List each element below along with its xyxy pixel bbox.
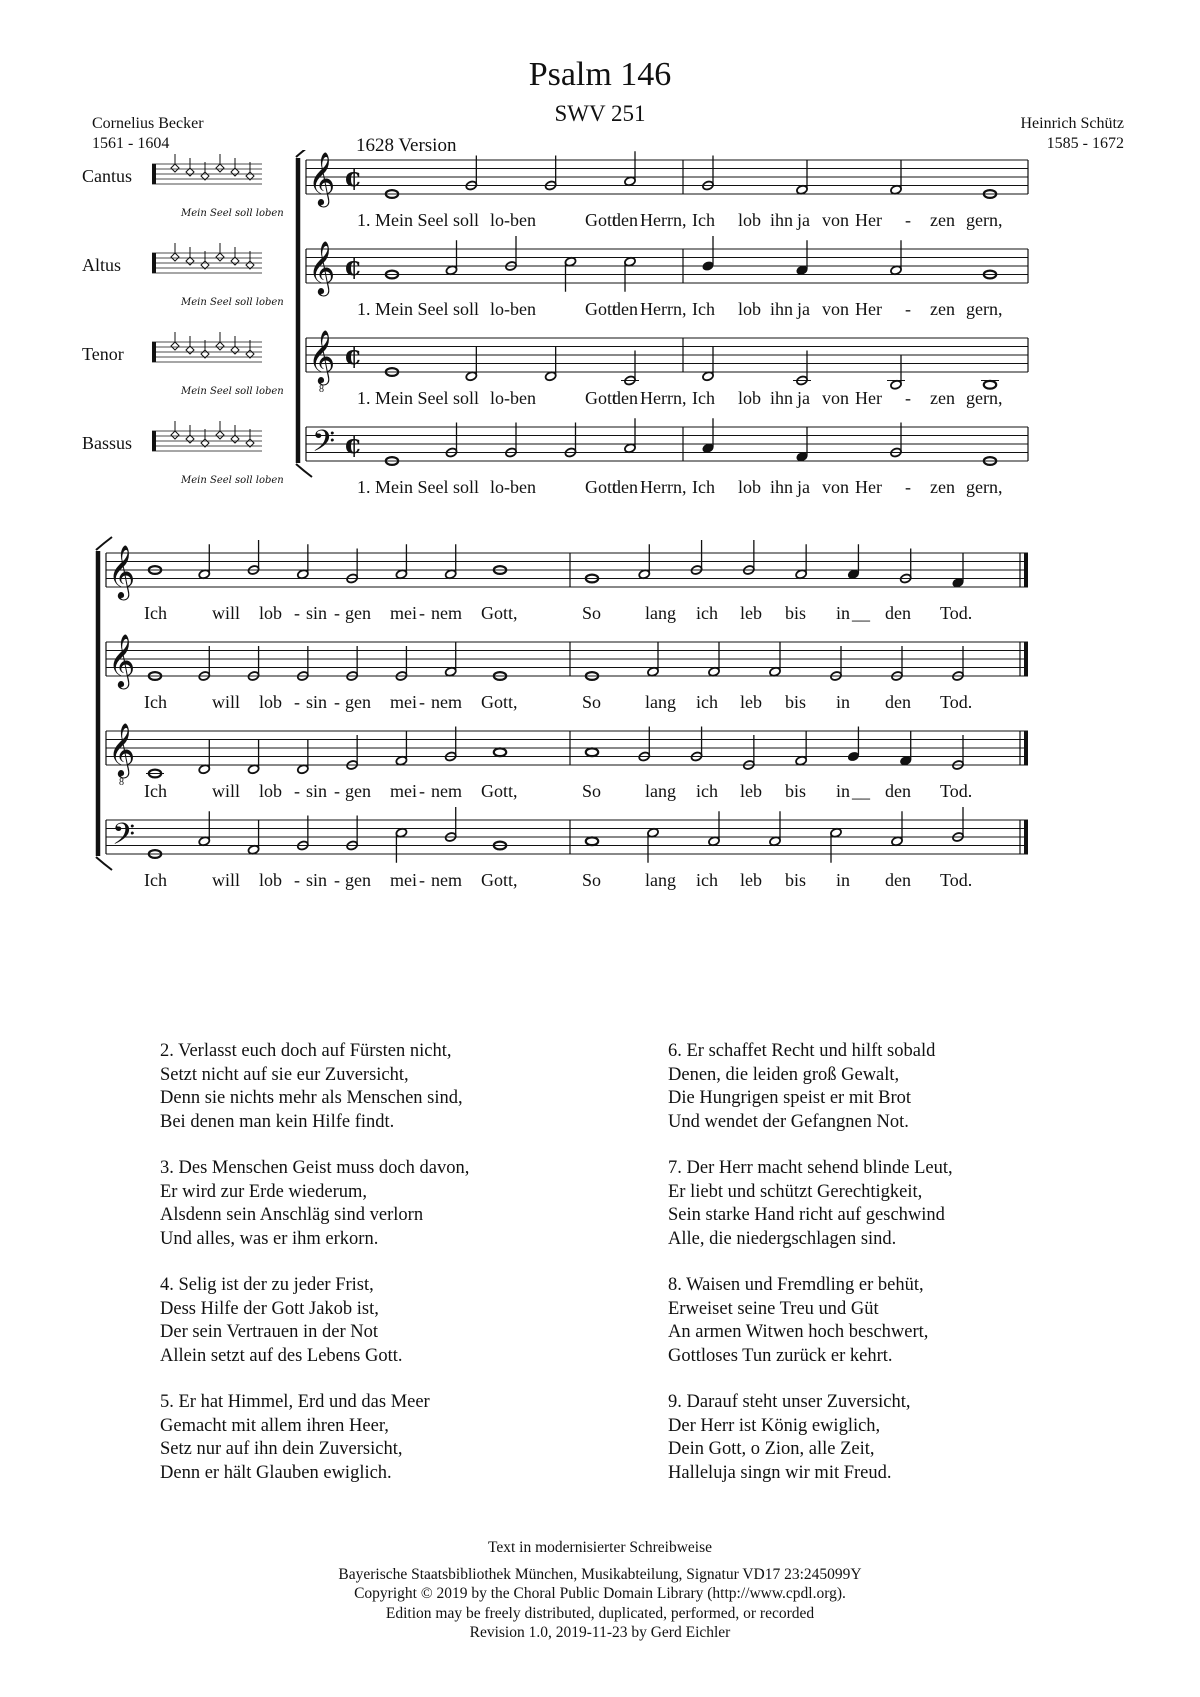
- lyric-syllable: den: [612, 388, 638, 408]
- verse-line: 3. Des Menschen Geist muss doch davon,: [160, 1158, 470, 1178]
- cut-time-icon: ¢: [344, 341, 363, 371]
- quarter-note: [796, 451, 808, 462]
- lyric-syllable: bis: [785, 781, 807, 801]
- verse-line: 4. Selig ist der zu jeder Frist,: [160, 1275, 374, 1295]
- half-note: [247, 764, 259, 775]
- lyric-syllable: von: [822, 388, 849, 408]
- lyric-syllable: Tod.: [940, 870, 973, 890]
- verse-line: Gottloses Tun zurück er kehrt.: [668, 1345, 893, 1366]
- half-note: [890, 379, 902, 390]
- lyric-syllable: Gott: [585, 477, 618, 497]
- lyric-syllable: So: [582, 781, 602, 801]
- lyric-syllable: in: [836, 603, 851, 623]
- half-note: [796, 184, 808, 195]
- lyric-syllable: __: [852, 603, 870, 623]
- lyric-syllable: Gott,: [481, 692, 518, 712]
- verse-stanza: [160, 1274, 600, 1368]
- verse-line: Der sein Vertrauen in der Not: [160, 1322, 378, 1342]
- lyric-syllable: sin: [306, 870, 328, 890]
- lyric-syllable: leb: [740, 870, 762, 890]
- incipit-staff: [152, 154, 262, 184]
- lyric-syllable: ich: [696, 781, 718, 801]
- lyric-syllable: lob: [259, 870, 283, 890]
- half-note: [708, 666, 720, 677]
- lyric-syllable: bis: [785, 692, 807, 712]
- lyric-syllable: den: [885, 692, 911, 712]
- cut-time-icon: ¢: [344, 252, 363, 282]
- lyric-syllable: Ich: [144, 870, 167, 890]
- lyric-syllable: gen: [345, 603, 371, 623]
- lyric-syllable: lob: [738, 388, 762, 408]
- lyric-syllable: -: [294, 692, 300, 712]
- lyric-syllable: Gott: [585, 210, 618, 230]
- treble-clef-icon: 𝄞: [108, 544, 136, 598]
- poet-credit: [92, 114, 204, 154]
- verse-line: Die Hungrigen speist er mit Brot: [668, 1088, 912, 1108]
- catalog-number: SWV 251: [554, 101, 646, 126]
- lyric-syllable: lo-ben: [490, 210, 536, 230]
- half-note: [297, 569, 309, 580]
- lyric-syllable: leb: [740, 781, 762, 801]
- lyric-syllable: mei: [390, 603, 417, 623]
- voice-name: Bassus: [82, 433, 133, 453]
- lyric-syllable: ja: [797, 388, 810, 408]
- page-title: Psalm 146: [528, 56, 672, 93]
- half-note: [769, 666, 781, 677]
- incipit-staff: [152, 332, 262, 362]
- lyric-syllable: -: [419, 781, 425, 801]
- half-note: [395, 827, 407, 838]
- lyric-syllable: -: [294, 781, 300, 801]
- lyric-syllable: Ich: [692, 477, 715, 497]
- half-note: [647, 666, 659, 677]
- lyric-syllable: __: [852, 781, 870, 801]
- incipit-staff: [152, 421, 262, 451]
- verse-line: Setz nur auf ihn dein Zuversicht,: [160, 1439, 403, 1459]
- footer-note: Text in modernisierter Schreibweise: [487, 1539, 713, 1556]
- score-system: [296, 150, 1028, 497]
- half-note: [702, 371, 714, 382]
- composer-credit: [1020, 114, 1124, 154]
- lyric-syllable: den: [885, 870, 911, 890]
- lyric-syllable: Gott,: [481, 781, 518, 801]
- lyric-syllable: von: [822, 299, 849, 319]
- lyric-syllable: sin: [306, 603, 328, 623]
- lyric-syllable: Herrn,: [640, 299, 687, 319]
- verse-line: Er wird zur Erde wiederum,: [160, 1181, 368, 1202]
- verse-line: 6. Er schaffet Recht und hilft sobald: [668, 1041, 936, 1061]
- lyric-syllable: nem: [431, 781, 462, 801]
- half-note: [198, 764, 210, 775]
- lyric-syllable: -: [294, 603, 300, 623]
- quarter-note: [702, 443, 714, 454]
- incipit-text: Mein Seel soll loben: [181, 475, 284, 486]
- verse-line: Der Herr ist König ewiglich,: [668, 1415, 881, 1436]
- lyric-syllable: Tod.: [940, 603, 973, 623]
- half-note: [624, 256, 636, 267]
- footer: [0, 1538, 1200, 1643]
- lyric-syllable: lob: [738, 299, 762, 319]
- lyric-syllable: Herrn,: [640, 477, 687, 497]
- octave-mark: 8: [319, 384, 324, 395]
- octave-mark: 8: [119, 777, 124, 788]
- lyric-syllable: sin: [306, 692, 328, 712]
- verse-line: 7. Der Herr macht sehend blinde Leut,: [668, 1158, 953, 1178]
- lyric-syllable: Her: [855, 210, 882, 230]
- verse-line: Bei denen man kein Hilfe findt.: [160, 1111, 395, 1132]
- lyric-syllable: ich: [696, 692, 718, 712]
- lyric-syllable: will: [212, 692, 241, 712]
- lyric-syllable: -: [905, 388, 911, 408]
- lyric-syllable: -: [905, 299, 911, 319]
- lyric-syllable: in: [836, 781, 851, 801]
- verse-stanza: [160, 1391, 600, 1485]
- half-note: [297, 764, 309, 775]
- whole-note: [586, 748, 598, 756]
- verse-line: Denen, die leiden groß Gewalt,: [668, 1064, 900, 1085]
- half-note: [795, 569, 807, 580]
- lyric-syllable: Her: [855, 299, 882, 319]
- footer-line: Edition may be freely distributed, duplicated, performed, or recorded: [385, 1604, 815, 1622]
- verse-line: 9. Darauf steht unser Zuversicht,: [668, 1392, 911, 1412]
- verses-right-column: [668, 1040, 1108, 1508]
- half-note: [891, 836, 903, 847]
- half-note: [247, 844, 259, 855]
- incipit-staff: [152, 243, 262, 273]
- whole-note: [586, 837, 598, 845]
- half-note: [624, 443, 636, 454]
- half-note: [445, 265, 457, 276]
- lyric-syllable: mei: [390, 692, 417, 712]
- lyric-syllable: gen: [345, 692, 371, 712]
- half-note: [445, 569, 457, 580]
- verse-line: Und alles, was er ihm erkorn.: [160, 1228, 379, 1249]
- verse-line: Denn sie nichts mehr als Menschen sind,: [160, 1088, 463, 1108]
- music-score: [0, 150, 1200, 970]
- footer-line: Copyright © 2019 by the Choral Public Domain Library (http://www.cpdl.org).: [354, 1585, 846, 1602]
- lyric-syllable: zen: [930, 477, 955, 497]
- quarter-note: [952, 577, 964, 588]
- treble-clef-icon: 𝄞: [308, 240, 336, 294]
- lyric-syllable: 1. Mein Seel soll: [357, 388, 479, 408]
- lyric-syllable: Gott,: [481, 870, 518, 890]
- lyric-syllable: nem: [431, 870, 462, 890]
- lyric-syllable: -: [294, 870, 300, 890]
- lyric-syllable: ihn: [770, 477, 794, 497]
- lyric-syllable: Herrn,: [640, 210, 687, 230]
- half-note: [564, 256, 576, 267]
- version-label: 1628 Version: [356, 135, 457, 156]
- lyric-syllable: leb: [740, 692, 762, 712]
- lyric-syllable: den: [612, 477, 638, 497]
- quarter-note: [847, 569, 859, 580]
- lyric-syllable: -: [334, 692, 340, 712]
- lyric-syllable: Ich: [144, 781, 167, 801]
- footer-line: Revision 1.0, 2019-11-23 by Gerd Eichler: [469, 1624, 731, 1641]
- quarter-note: [847, 751, 859, 762]
- lyric-syllable: Tod.: [940, 692, 973, 712]
- lyric-syllable: Gott,: [481, 603, 518, 623]
- lyric-syllable: lang: [645, 781, 676, 801]
- lyric-syllable: zen: [930, 299, 955, 319]
- lyric-syllable: lo-ben: [490, 388, 536, 408]
- lyric-syllable: ja: [797, 299, 810, 319]
- lyric-syllable: bis: [785, 603, 807, 623]
- lyric-syllable: 1. Mein Seel soll: [357, 210, 479, 230]
- half-note: [445, 666, 457, 677]
- half-note: [395, 569, 407, 580]
- lyric-syllable: mei: [390, 870, 417, 890]
- incipit-text: Mein Seel soll loben: [181, 208, 284, 219]
- quarter-note: [900, 755, 912, 766]
- lyric-syllable: lob: [259, 692, 283, 712]
- verse-line: Dein Gott, o Zion, alle Zeit,: [668, 1439, 875, 1459]
- lyric-syllable: bis: [785, 870, 807, 890]
- verses-left-column: [160, 1040, 600, 1508]
- half-note: [198, 836, 210, 847]
- verse-line: An armen Witwen hoch beschwert,: [668, 1322, 929, 1342]
- lyric-syllable: den: [885, 603, 911, 623]
- verse-line: Halleluja singn wir mit Freud.: [668, 1462, 892, 1483]
- verse-line: Alsdenn sein Anschläg sind verlorn: [160, 1205, 424, 1225]
- poet-name: Cornelius Becker: [92, 115, 204, 132]
- verse-line: 8. Waisen und Fremdling er behüt,: [668, 1275, 924, 1295]
- lyric-syllable: ich: [696, 603, 718, 623]
- lyric-syllable: Ich: [692, 210, 715, 230]
- composer-dates: 1585 - 1672: [1046, 135, 1124, 152]
- lyric-syllable: lang: [645, 692, 676, 712]
- verse-line: Denn er hält Glauben ewiglich.: [160, 1462, 392, 1483]
- half-note: [638, 569, 650, 580]
- lyric-syllable: den: [885, 781, 911, 801]
- lyric-syllable: lang: [645, 870, 676, 890]
- lyric-syllable: -: [334, 870, 340, 890]
- lyric-syllable: den: [612, 210, 638, 230]
- lyric-syllable: leb: [740, 603, 762, 623]
- lyric-syllable: Tod.: [940, 781, 973, 801]
- half-note: [795, 755, 807, 766]
- verse-line: Dess Hilfe der Gott Jakob ist,: [160, 1298, 379, 1319]
- quarter-note: [796, 265, 808, 276]
- lyric-syllable: 1. Mein Seel soll: [357, 477, 479, 497]
- lyric-syllable: gern,: [966, 477, 1003, 497]
- lyric-syllable: ihn: [770, 388, 794, 408]
- score-system: [96, 537, 1028, 890]
- whole-note: [494, 748, 506, 756]
- lyric-syllable: in: [836, 692, 851, 712]
- lyric-syllable: lob: [738, 210, 762, 230]
- cut-time-icon: ¢: [344, 430, 363, 460]
- lyric-syllable: -: [419, 870, 425, 890]
- verse-stanza: [668, 1391, 1108, 1485]
- bass-clef-icon: 𝄢: [112, 818, 136, 859]
- lyric-syllable: gern,: [966, 388, 1003, 408]
- voice-name: Altus: [82, 255, 122, 275]
- lyric-syllable: -: [334, 781, 340, 801]
- verse-line: Und wendet der Gefangnen Not.: [668, 1111, 909, 1132]
- half-note: [465, 371, 477, 382]
- lyric-syllable: Her: [855, 388, 882, 408]
- half-note: [890, 184, 902, 195]
- lyric-syllable: -: [419, 603, 425, 623]
- half-note: [830, 827, 842, 838]
- lyric-syllable: ihn: [770, 210, 794, 230]
- lyric-syllable: -: [334, 603, 340, 623]
- lyric-syllable: ich: [696, 870, 718, 890]
- verse-stanza: [668, 1040, 1108, 1134]
- verse-line: 2. Verlasst euch doch auf Fürsten nicht,: [160, 1041, 452, 1061]
- lyric-syllable: zen: [930, 388, 955, 408]
- verse-stanza: [668, 1274, 1108, 1368]
- lyric-syllable: gern,: [966, 299, 1003, 319]
- lyric-syllable: von: [822, 210, 849, 230]
- lyric-syllable: Gott: [585, 299, 618, 319]
- lyric-syllable: gern,: [966, 210, 1003, 230]
- lyric-syllable: nem: [431, 603, 462, 623]
- lyric-syllable: Her: [855, 477, 882, 497]
- lyric-syllable: lob: [259, 781, 283, 801]
- lyric-syllable: 1. Mein Seel soll: [357, 299, 479, 319]
- lyric-syllable: in: [836, 870, 851, 890]
- lyric-syllable: Gott: [585, 388, 618, 408]
- lyric-syllable: ja: [797, 477, 810, 497]
- footer-line: Bayerische Staatsbibliothek München, Musikabteilung, Signatur VD17 23:245099Y: [338, 1565, 862, 1583]
- half-note: [198, 569, 210, 580]
- quarter-note: [702, 261, 714, 272]
- lyric-syllable: zen: [930, 210, 955, 230]
- lyric-syllable: Ich: [144, 603, 167, 623]
- half-note: [624, 176, 636, 187]
- lyric-syllable: lob: [738, 477, 762, 497]
- verse-stanza: [668, 1157, 1108, 1251]
- treble-clef-icon: 𝄞: [308, 151, 336, 205]
- treble-clef-icon: 𝄞: [108, 722, 136, 776]
- lyric-syllable: ihn: [770, 299, 794, 319]
- bass-clef-icon: 𝄢: [312, 425, 336, 466]
- lyric-syllable: -: [905, 477, 911, 497]
- incipit-text: Mein Seel soll loben: [181, 386, 284, 397]
- half-note: [708, 836, 720, 847]
- lyric-syllable: lob: [259, 603, 283, 623]
- lyric-syllable: So: [582, 870, 602, 890]
- lyric-syllable: von: [822, 477, 849, 497]
- lyric-syllable: gen: [345, 870, 371, 890]
- lyric-syllable: will: [212, 603, 241, 623]
- verse-line: Alle, die niedergschlagen sind.: [668, 1228, 897, 1249]
- lyric-syllable: So: [582, 603, 602, 623]
- half-note: [769, 836, 781, 847]
- treble-clef-icon: 𝄞: [108, 633, 136, 687]
- lyric-syllable: Ich: [692, 299, 715, 319]
- verse-line: Er liebt und schützt Gerechtigkeit,: [668, 1181, 923, 1202]
- voice-name: Tenor: [82, 344, 124, 364]
- lyric-syllable: So: [582, 692, 602, 712]
- verse-stanza: [160, 1157, 600, 1251]
- verse-line: Gemacht mit allem ihren Heer,: [160, 1415, 389, 1436]
- cut-time-icon: ¢: [344, 163, 363, 193]
- verse-line: Allein setzt auf des Lebens Gott.: [160, 1345, 403, 1366]
- lyric-syllable: lo-ben: [490, 477, 536, 497]
- lyric-syllable: Ich: [692, 388, 715, 408]
- verse-line: Erweiset seine Treu und Güt: [668, 1298, 879, 1319]
- lyric-syllable: -: [419, 692, 425, 712]
- treble-clef-icon: 𝄞: [308, 329, 336, 383]
- incipit-text: Mein Seel soll loben: [181, 297, 284, 308]
- lyric-syllable: will: [212, 870, 241, 890]
- lyric-syllable: Ich: [144, 692, 167, 712]
- lyric-syllable: sin: [306, 781, 328, 801]
- composer-name: Heinrich Schütz: [1020, 115, 1124, 132]
- voice-name: Cantus: [82, 166, 133, 186]
- lyric-syllable: Herrn,: [640, 388, 687, 408]
- verse-stanza: [160, 1040, 600, 1134]
- lyric-syllable: ja: [797, 210, 810, 230]
- lyric-syllable: den: [612, 299, 638, 319]
- half-note: [545, 371, 557, 382]
- lyric-syllable: -: [905, 210, 911, 230]
- poet-dates: 1561 - 1604: [92, 135, 170, 152]
- half-note: [647, 827, 659, 838]
- lyric-syllable: lo-ben: [490, 299, 536, 319]
- verse-line: Sein starke Hand richt auf geschwind: [668, 1205, 945, 1225]
- verse-line: 5. Er hat Himmel, Erd und das Meer: [160, 1392, 430, 1412]
- lyric-syllable: nem: [431, 692, 462, 712]
- lyric-syllable: gen: [345, 781, 371, 801]
- lyric-syllable: will: [212, 781, 241, 801]
- lyric-syllable: mei: [390, 781, 417, 801]
- lyric-syllable: lang: [645, 603, 676, 623]
- half-note: [890, 265, 902, 276]
- verse-line: Setzt nicht auf sie eur Zuversicht,: [160, 1064, 409, 1085]
- half-note: [395, 755, 407, 766]
